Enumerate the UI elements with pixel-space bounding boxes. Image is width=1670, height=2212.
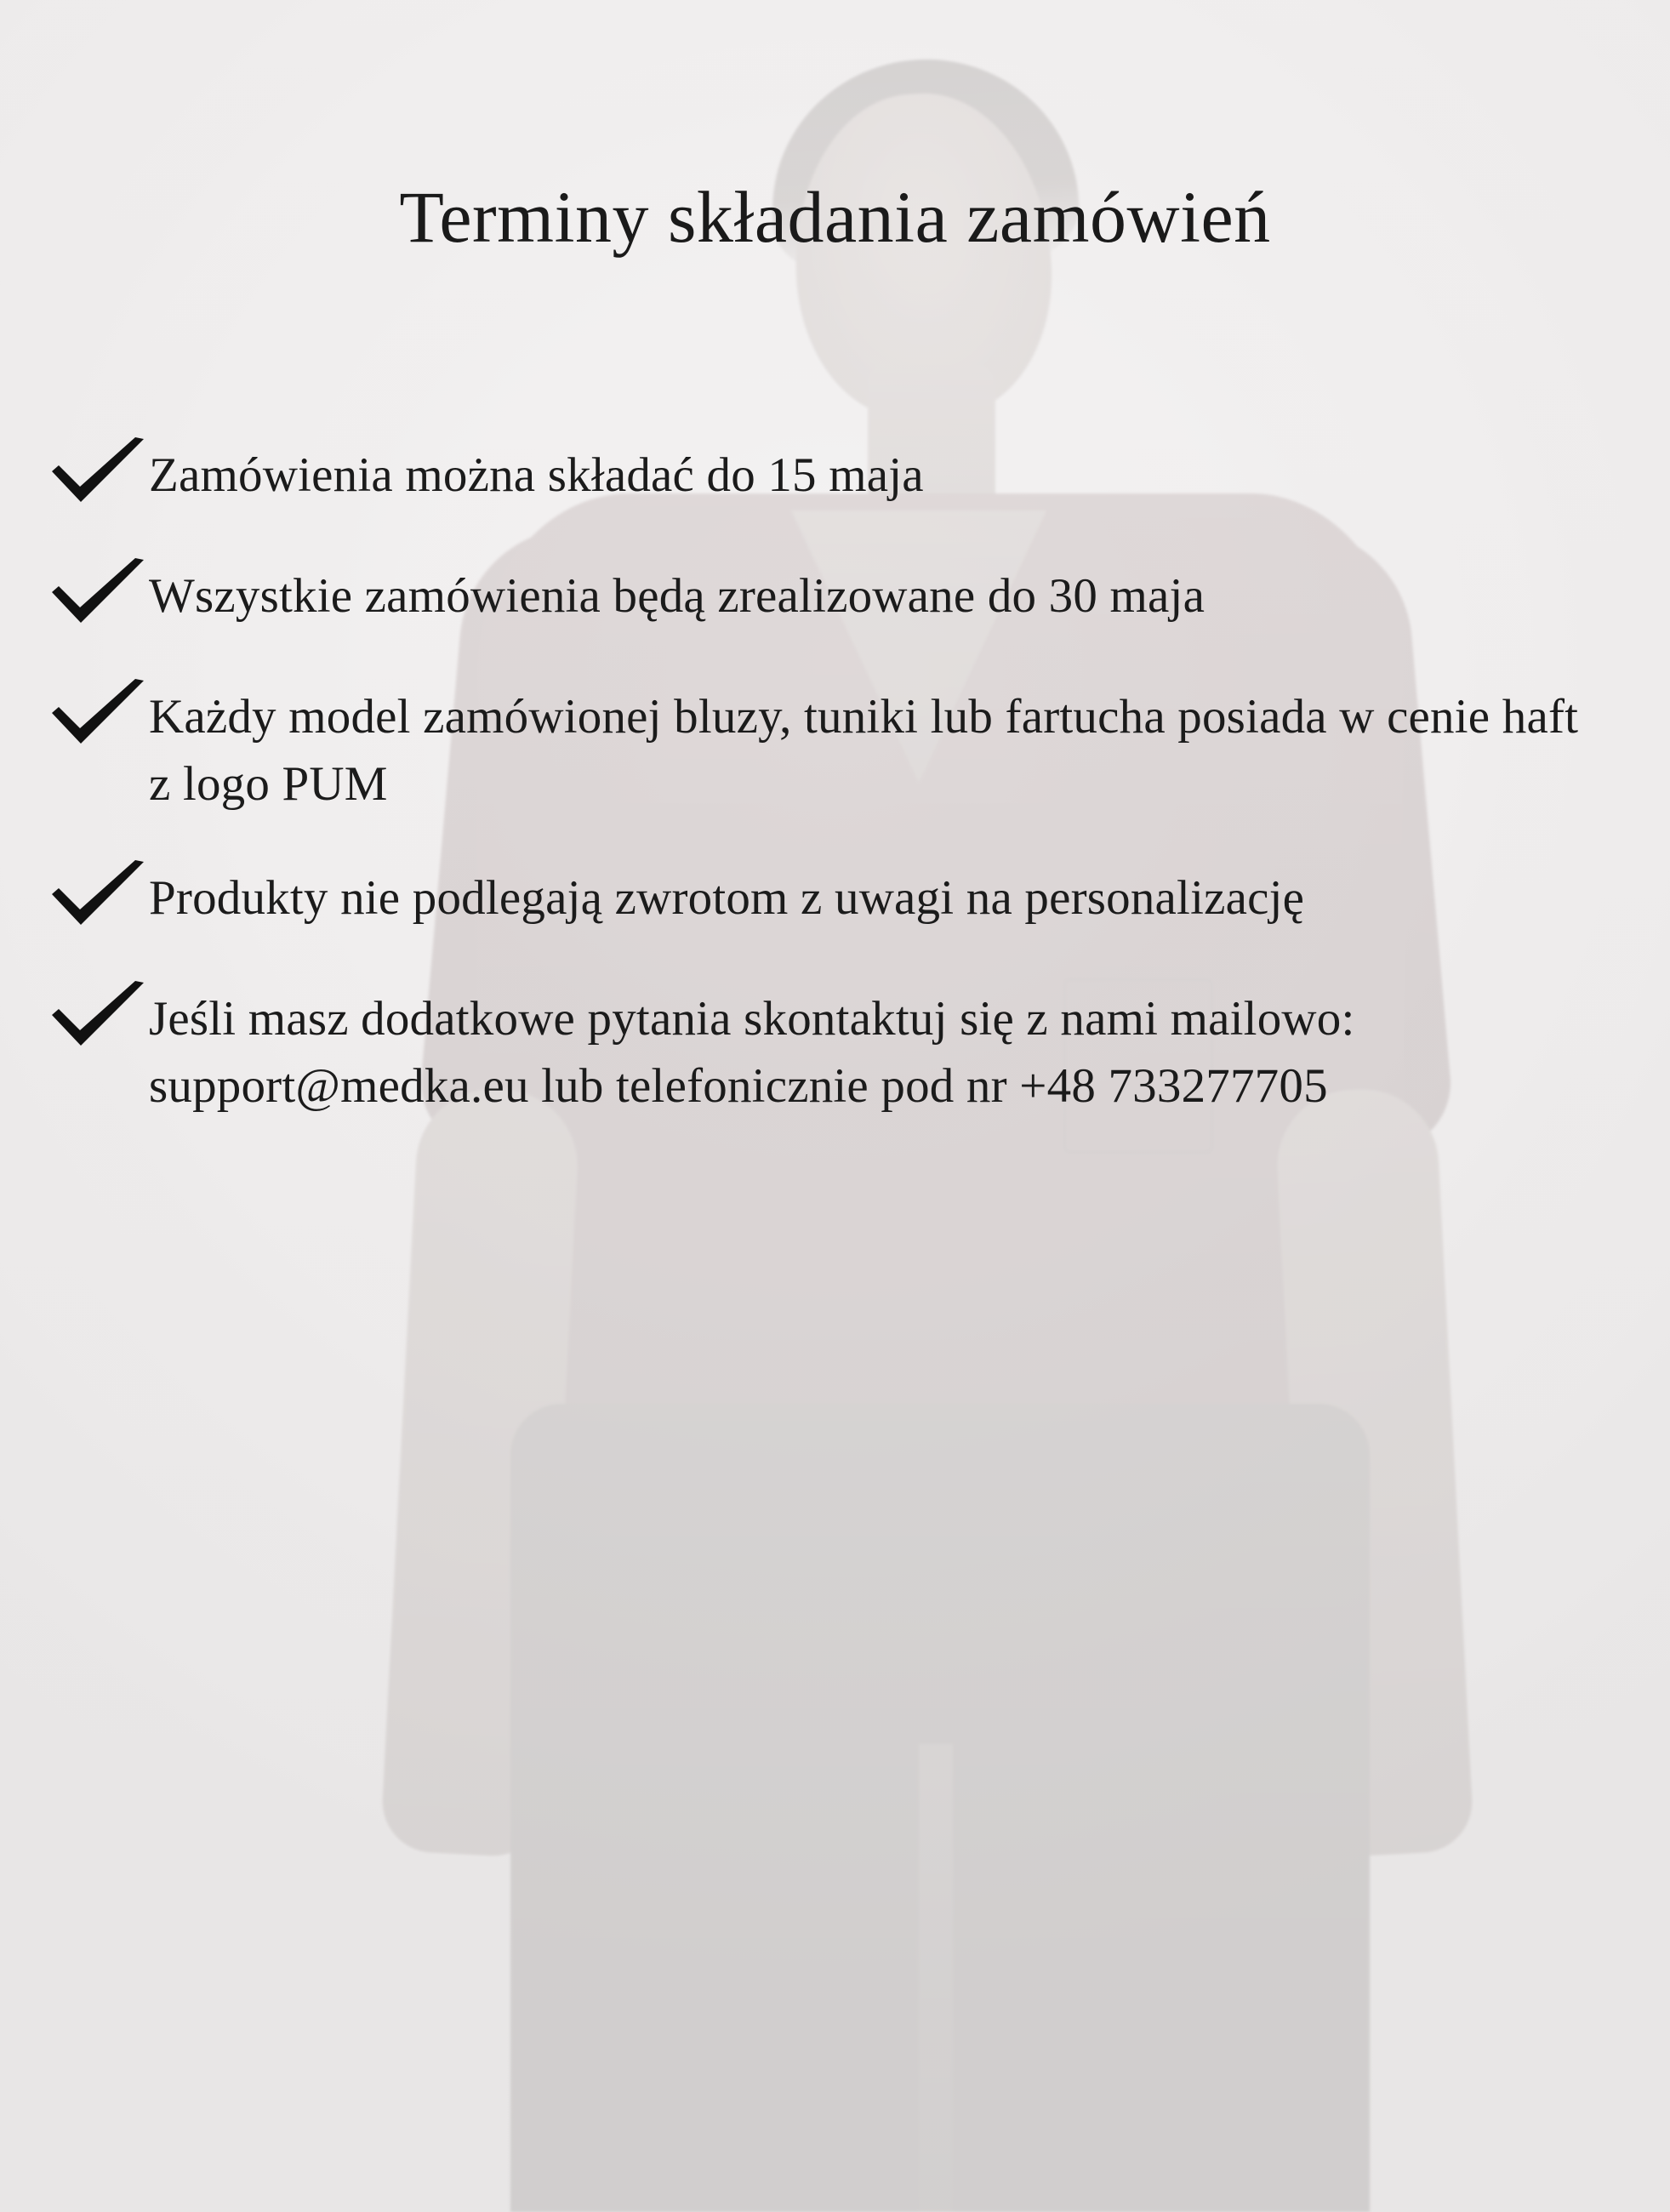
list-item-label: Produkty nie podlegają zwrotom z uwagi na personalizację (149, 871, 1305, 926)
check-icon (47, 558, 149, 631)
list-item (47, 563, 1602, 636)
list-item-label: Każdy model zamówionej bluzy, tuniki lub fartucha posiada w cenie haft z logo PUM (149, 690, 1579, 811)
list-item (47, 986, 1602, 1120)
list-item (47, 684, 1602, 818)
list-item (47, 442, 1602, 516)
check-icon (47, 437, 149, 510)
list-item (47, 865, 1602, 938)
list-item-label: Zamówienia można składać do 15 maja (149, 448, 924, 502)
check-icon (47, 860, 149, 933)
list-item-label: Wszystkie zamówienia będą zrealizowane do 30 maja (149, 569, 1205, 623)
list-item-label: Jeśli masz dodatkowe pytania skontaktuj się z nami mailowo: support@medka.eu lub telefonicznie pod nr +48 733277705 (149, 992, 1355, 1113)
check-icon (47, 981, 149, 1054)
bullet-list (47, 442, 1602, 1168)
page-title: Terminy składania zamówień (399, 175, 1271, 258)
check-icon (47, 679, 149, 752)
